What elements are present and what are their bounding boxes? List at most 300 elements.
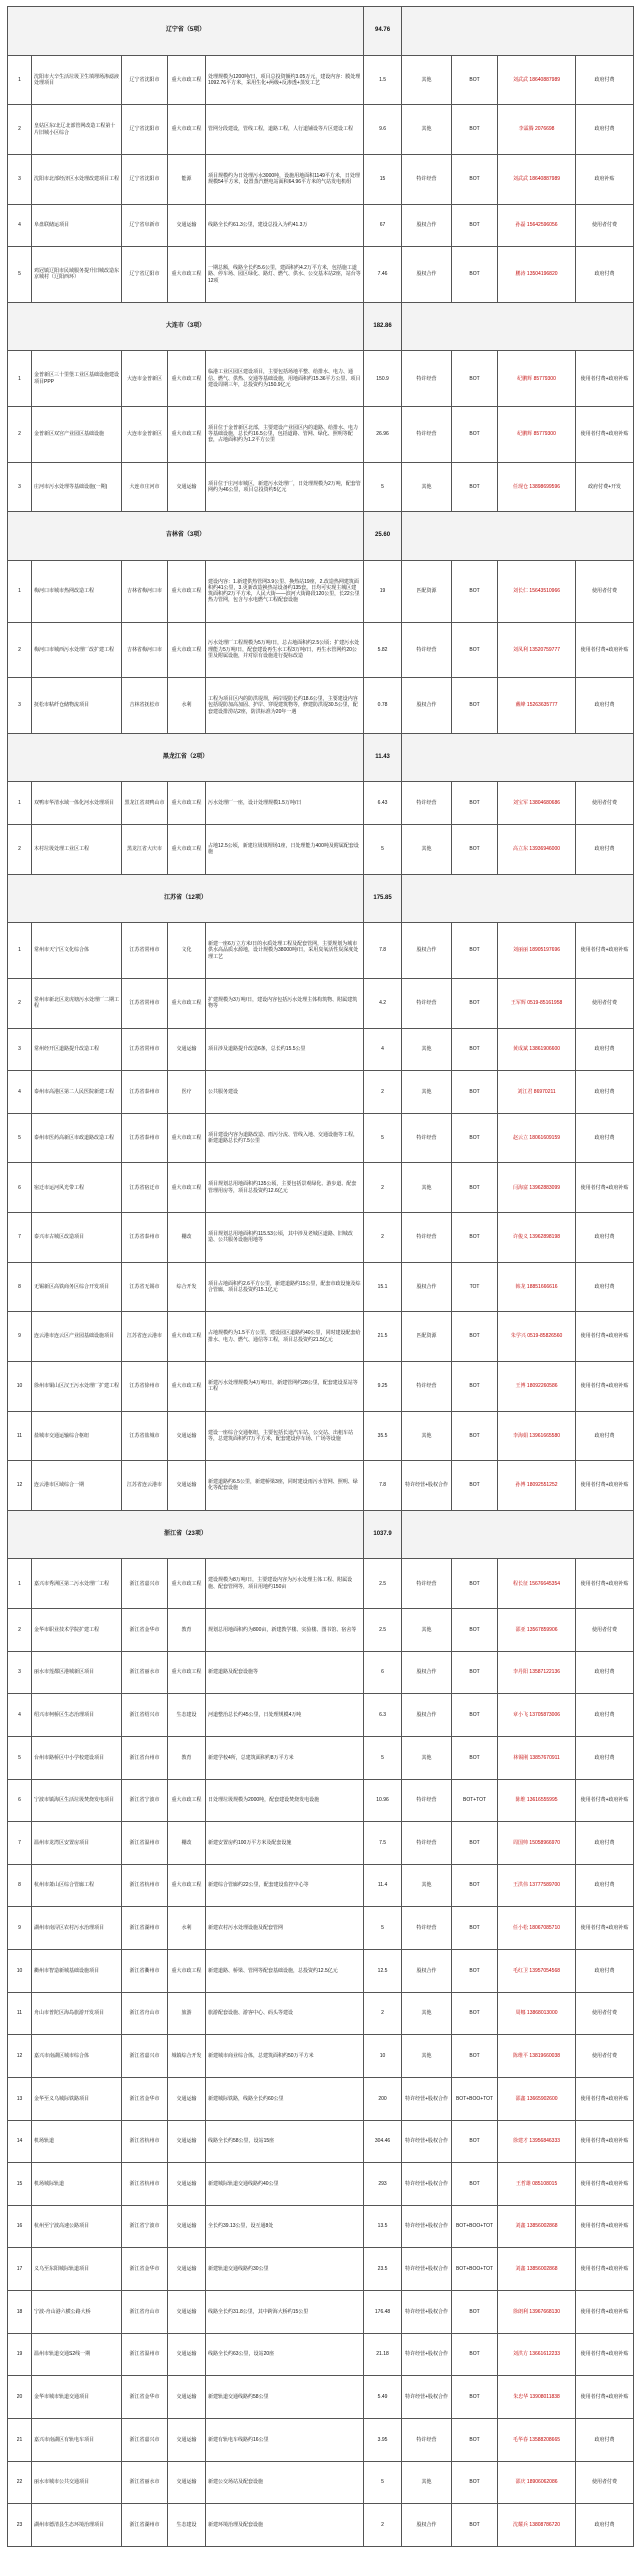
return-mechanism: 政府付费 xyxy=(576,825,634,875)
project-name: 绍兴市柯桥区生态治理项目 xyxy=(32,1694,122,1737)
return-mechanism: 使用者付费+政府补贴 xyxy=(576,2077,634,2120)
cooperation-method: 其他 xyxy=(402,1411,452,1461)
project-content: 建设内容：1.新建供热管网3.9公里、换热站19座，2.改造热网建筑面积约41公里，3.更新改造换热站设备约135套。日均可实现主城区建筑面积约2万平方米，人民大街——滨河大街路段120公里，长22公里热力管网，包含与水电燃气工程配套设施 xyxy=(206,560,364,622)
project-number: 3 xyxy=(8,678,32,734)
project-amount: 21.5 xyxy=(364,1312,402,1362)
project-number: 3 xyxy=(8,154,32,204)
return-mechanism: 政府付费+开发 xyxy=(576,462,634,512)
operation-mode: BOT xyxy=(452,978,498,1028)
project-industry: 重大市政工程 xyxy=(168,247,206,303)
table-row xyxy=(8,1992,634,2035)
project-amount: 7.46 xyxy=(364,247,402,303)
project-name: 抚松市粘纤仓储物流项目 xyxy=(32,678,122,734)
project-name: 舟山市普陀区海岛旅游开发项目 xyxy=(32,1992,122,2035)
operation-mode: BOT xyxy=(452,2035,498,2078)
project-amount: 6.3 xyxy=(364,1694,402,1737)
cooperation-method: 其他 xyxy=(402,1864,452,1907)
project-name: 湖州市德清县生态环境治理项目 xyxy=(32,2504,122,2547)
table-row xyxy=(8,1213,634,1263)
return-mechanism: 使用者付费+政府补贴 xyxy=(576,622,634,678)
cooperation-method: 股权合作 xyxy=(402,678,452,734)
operation-mode: BOT xyxy=(452,1694,498,1737)
project-number: 1 xyxy=(8,1559,32,1609)
project-region: 浙江省温州市 xyxy=(122,2333,168,2376)
project-amount: 304.46 xyxy=(364,2120,402,2163)
project-amount: 67 xyxy=(364,204,402,247)
contact-info: 李丹阳 13587122136 xyxy=(498,1651,576,1694)
contact-info: 邵庆 18906062086 xyxy=(498,2461,576,2504)
cooperation-method: 其他 xyxy=(402,825,452,875)
table-row xyxy=(8,2376,634,2419)
return-mechanism: 使用者付费+政府补贴 xyxy=(576,1312,634,1362)
section-amount: 11.43 xyxy=(364,733,402,782)
project-amount: 4 xyxy=(364,1028,402,1071)
project-region: 浙江省嘉兴市 xyxy=(122,2418,168,2461)
return-mechanism: 使用者付费+政府补贴 xyxy=(576,2248,634,2291)
operation-mode: BOT xyxy=(452,1028,498,1071)
project-amount: 5 xyxy=(364,2461,402,2504)
project-region: 黑龙江省大庆市 xyxy=(122,825,168,875)
project-content: 全长约39.13公里，设互通8处 xyxy=(206,2205,364,2248)
contact-info: 刘鑫 13856002868 xyxy=(498,2248,576,2291)
project-content: 旅游配套设施、游客中心、码头等建设 xyxy=(206,1992,364,2035)
project-region: 浙江省杭州市 xyxy=(122,1864,168,1907)
operation-mode: BOT xyxy=(452,825,498,875)
project-amount: 2 xyxy=(364,1163,402,1213)
section-title: 黑龙江省（2项） xyxy=(8,733,364,782)
table-row xyxy=(8,1411,634,1461)
cooperation-method: 其他 xyxy=(402,2461,452,2504)
project-content: 工程为项目区内的防洪堤坝，两岸堤防长约18.6公里，主要建设内容包括堤防加高加固、护岸、穿堤建筑物等，修建防洪堤30.5公里，配套建设排涝站2座，防洪标准为20年一遇 xyxy=(206,678,364,734)
project-name: 宁波市镇海区生活垃圾焚烧发电项目 xyxy=(32,1779,122,1822)
project-region: 浙江省绍兴市 xyxy=(122,1694,168,1737)
project-amount: 176.48 xyxy=(364,2291,402,2334)
project-amount: 9.25 xyxy=(364,1361,402,1411)
project-content: 污水处理厂一座，设计处理规模1.5万吨/日 xyxy=(206,782,364,825)
project-name: 徐州市铜山区汉王污水处理厂扩建工程 xyxy=(32,1361,122,1411)
table-row xyxy=(8,1461,634,1511)
contact-info: 徐建才 13956846333 xyxy=(498,2120,576,2163)
contact-info: 任现仓 13898699596 xyxy=(498,462,576,512)
project-amount: 15.1 xyxy=(364,1262,402,1312)
section-header-row xyxy=(8,1510,634,1559)
project-number: 2 xyxy=(8,1609,32,1652)
operation-mode: BOT xyxy=(452,1992,498,2035)
return-mechanism: 政府付费 xyxy=(576,1113,634,1163)
project-number: 2 xyxy=(8,105,32,155)
project-industry: 城镇综合开发 xyxy=(168,2035,206,2078)
project-region: 江苏省常州市 xyxy=(122,1028,168,1071)
project-amount: 23.5 xyxy=(364,2248,402,2291)
section-title: 大连市（3项） xyxy=(8,302,364,351)
project-number: 5 xyxy=(8,247,32,303)
project-region: 吉林省梅河口市 xyxy=(122,622,168,678)
project-amount: 5 xyxy=(364,1113,402,1163)
project-region: 辽宁省沈阳市 xyxy=(122,154,168,204)
table-row xyxy=(8,2504,634,2547)
project-number: 6 xyxy=(8,1163,32,1213)
contact-info: 程长征 15676645354 xyxy=(498,1559,576,1609)
project-content: 项目规划总用地面积约115.53公顷，其中涉及老城区道路、旧城改造、公共服务设施用地等 xyxy=(206,1213,364,1263)
project-amount: 7.8 xyxy=(364,1461,402,1511)
project-industry: 棚改 xyxy=(168,1822,206,1865)
project-name: 嘉兴市秀洲区第二污水处理厂工程 xyxy=(32,1559,122,1609)
project-name: 丽水市城市公共交通项目 xyxy=(32,2461,122,2504)
project-content: 新建道路约6.5公里，新建桥梁3座，同时建设雨污水管网、照明、绿化等配套设施 xyxy=(206,1461,364,1511)
project-industry: 交通运输 xyxy=(168,2205,206,2248)
cooperation-method: 其他 xyxy=(402,1992,452,2035)
table-row xyxy=(8,622,634,678)
project-industry: 生态建设 xyxy=(168,2504,206,2547)
contact-info: 邵亚 13567859906 xyxy=(498,1609,576,1652)
cooperation-method: 其他 xyxy=(402,2035,452,2078)
project-number: 15 xyxy=(8,2163,32,2206)
project-amount: 13.5 xyxy=(364,2205,402,2248)
project-name: 连云港市连云区产业园基础设施项目 xyxy=(32,1312,122,1362)
project-content: 项目位于金普新区北部，主要建设产业园区内的道路、给排水、电力等基础设施，总长约16.5公里，包括道路、管网、绿化、照明等配套，占地面积约为1.2平方公里 xyxy=(206,407,364,463)
project-industry: 交通运输 xyxy=(168,2461,206,2504)
project-content: 临港工业区园区建设项目，主要包括场地平整、给排水、电力、通信、燃气、供热、交通等基础设施，用地面积约15.36平方公里、项目建设周期三年，总投资约为150.9亿元 xyxy=(206,351,364,407)
return-mechanism: 使用者付费+政府补贴 xyxy=(576,1779,634,1822)
return-mechanism: 政府付费 xyxy=(576,678,634,734)
return-mechanism: 政府付费 xyxy=(576,1694,634,1737)
operation-mode: TOT xyxy=(452,1262,498,1312)
project-region: 江苏省无锡市 xyxy=(122,1262,168,1312)
cooperation-method: 特许经营 xyxy=(402,1559,452,1609)
project-name: 金普新区双宫产业园区基础设施 xyxy=(32,407,122,463)
project-content: 新建一座6万立方米/日的水质处理工程及配套管网，主要规划为城市供水高品质水源地，设计规模为38000吨/日，采用臭氧活性炭深度处理工艺 xyxy=(206,923,364,979)
project-region: 江苏省徐州市 xyxy=(122,1361,168,1411)
project-industry: 重大市政工程 xyxy=(168,351,206,407)
project-industry: 重大市政工程 xyxy=(168,1312,206,1362)
return-mechanism: 使用者付费 xyxy=(576,204,634,247)
table-row xyxy=(8,2205,634,2248)
project-content: 占地规模约为1.5平方公里，建设园区道路约40公里，同时建设配套给排水、电力、燃气、通信等工程，项目总投资约21.5亿元 xyxy=(206,1312,364,1362)
project-content: 管网分段建设，管线工程，道路工程，人行道铺设等片区建设工程 xyxy=(206,105,364,155)
project-name: 机场城际轨道 xyxy=(32,2163,122,2206)
cooperation-method: 股权合作 xyxy=(402,1694,452,1737)
project-number: 2 xyxy=(8,978,32,1028)
project-industry: 医疗 xyxy=(168,1071,206,1114)
contact-info: 韩龙 18851666616 xyxy=(498,1262,576,1312)
table-row xyxy=(8,1071,634,1114)
operation-mode: BOT xyxy=(452,1461,498,1511)
cooperation-method: 特许经营 xyxy=(402,154,452,204)
contact-info: 孙磊 15642596056 xyxy=(498,204,576,247)
project-number: 1 xyxy=(8,351,32,407)
contact-info: 沈耀兵 13808786720 xyxy=(498,2504,576,2547)
contact-info: 徐朗利 13967668130 xyxy=(498,2291,576,2334)
project-number: 19 xyxy=(8,2333,32,2376)
section-amount: 1037.9 xyxy=(364,1510,402,1559)
project-content: 项目规划总用地面积约135公顷，主要包括景观绿化、游步道、配套管理用房等，项目总投资约12.6亿元 xyxy=(206,1163,364,1213)
project-amount: 26.96 xyxy=(364,407,402,463)
contact-info: 邵鑫 13665902600 xyxy=(498,2077,576,2120)
operation-mode: BOT xyxy=(452,55,498,105)
section-blank xyxy=(402,512,634,561)
operation-mode: BOT xyxy=(452,782,498,825)
section-header-row xyxy=(8,733,634,782)
return-mechanism: 使用者付费 xyxy=(576,782,634,825)
contact-info: 赵云立 18061609159 xyxy=(498,1113,576,1163)
cooperation-method: 特许经营+股权合作 xyxy=(402,2248,452,2291)
cooperation-method: 股权合作 xyxy=(402,1262,452,1312)
contact-info: 朱学兴 0519-85826560 xyxy=(498,1312,576,1362)
contact-info: 黄成斌 13861906600 xyxy=(498,1028,576,1071)
return-mechanism: 政府付费 xyxy=(576,1822,634,1865)
project-content: 线路全长约61.3公里，建设总投入为约41.3万 xyxy=(206,204,364,247)
project-number: 1 xyxy=(8,782,32,825)
project-industry: 交通运输 xyxy=(168,2291,206,2334)
operation-mode: BOT xyxy=(452,622,498,678)
return-mechanism: 使用者付费 xyxy=(576,978,634,1028)
project-name: 丽水市莲都区港城新区项目 xyxy=(32,1651,122,1694)
project-content: 公共服务建设 xyxy=(206,1071,364,1114)
operation-mode: BOT xyxy=(452,1822,498,1865)
project-industry: 交通运输 xyxy=(168,1028,206,1071)
project-amount: 19 xyxy=(364,560,402,622)
return-mechanism: 政府付费 xyxy=(576,1262,634,1312)
section-header-row xyxy=(8,874,634,923)
project-region: 浙江省金华市 xyxy=(122,2376,168,2419)
project-number: 8 xyxy=(8,1262,32,1312)
return-mechanism: 政府付费 xyxy=(576,1028,634,1071)
project-amount: 9.6 xyxy=(364,105,402,155)
operation-mode: BOT+BOO+TOT xyxy=(452,2077,498,2120)
operation-mode: BOT xyxy=(452,1609,498,1652)
project-number: 5 xyxy=(8,1736,32,1779)
contact-info: 戴峰 15263635777 xyxy=(498,678,576,734)
project-region: 江苏省常州市 xyxy=(122,923,168,979)
project-content: 新建公交场站及配套设施 xyxy=(206,2461,364,2504)
project-name: 盐城市交通运输综合枢纽 xyxy=(32,1411,122,1461)
operation-mode: BOT xyxy=(452,351,498,407)
project-number: 22 xyxy=(8,2461,32,2504)
contact-info: 鹏涛 13504196820 xyxy=(498,247,576,303)
operation-mode: BOT xyxy=(452,2120,498,2163)
project-region: 浙江省宁波市 xyxy=(122,1779,168,1822)
project-industry: 重大市政工程 xyxy=(168,1559,206,1609)
project-number: 18 xyxy=(8,2291,32,2334)
project-industry: 交通运输 xyxy=(168,2376,206,2419)
project-table-body xyxy=(8,7,634,2547)
return-mechanism: 使用者付费+政府补贴 xyxy=(576,2120,634,2163)
contact-info: 林锡刚 13857670911 xyxy=(498,1736,576,1779)
project-region: 浙江省金华市 xyxy=(122,2077,168,2120)
project-content: 建设一座综合交通枢纽，主要包括长途汽车站、公交站、出租车站等，总建筑面积约7万平方米，配套建设停车场、广场等设施 xyxy=(206,1411,364,1461)
project-name: 金华市城市轨道交通项目 xyxy=(32,2376,122,2419)
project-number: 6 xyxy=(8,1779,32,1822)
project-number: 3 xyxy=(8,1028,32,1071)
operation-mode: BOT xyxy=(452,1950,498,1993)
project-name: 嘉兴市南湖区有轨电车项目 xyxy=(32,2418,122,2461)
contact-info: 毛红卫 13957054568 xyxy=(498,1950,576,1993)
table-row xyxy=(8,1907,634,1950)
table-row xyxy=(8,55,634,105)
project-content: 项目涉及道路提升改造6条，总长约15.5公里 xyxy=(206,1028,364,1071)
contact-info: 刘武武 18640887989 xyxy=(498,55,576,105)
project-number: 21 xyxy=(8,2418,32,2461)
project-content: 线路全长约63公里，设站20座 xyxy=(206,2333,364,2376)
project-region: 辽宁省阜新市 xyxy=(122,204,168,247)
project-amount: 2 xyxy=(364,1213,402,1263)
project-amount: 12.5 xyxy=(364,1950,402,1993)
contact-info: 王军辉 0519-85161958 xyxy=(498,978,576,1028)
return-mechanism: 使用者付费+政府补贴 xyxy=(576,2333,634,2376)
table-row xyxy=(8,1736,634,1779)
project-industry: 交通运输 xyxy=(168,2163,206,2206)
table-row xyxy=(8,1361,634,1411)
project-region: 吉林省抚松市 xyxy=(122,678,168,734)
return-mechanism: 使用者付费+政府补贴 xyxy=(576,1559,634,1609)
section-title: 浙江省（23项） xyxy=(8,1510,364,1559)
contact-info: 刘武武 18640887989 xyxy=(498,154,576,204)
cooperation-method: 特许经营+股权合作 xyxy=(402,2077,452,2120)
section-amount: 94.76 xyxy=(364,7,402,56)
project-industry: 重大市政工程 xyxy=(168,825,206,875)
cooperation-method: 特许经营 xyxy=(402,1822,452,1865)
project-name: 木村垃圾处理工业区工程 xyxy=(32,825,122,875)
section-blank xyxy=(402,302,634,351)
cooperation-method: 特许经营+股权合作 xyxy=(402,1461,452,1511)
section-header-row xyxy=(8,512,634,561)
project-number: 20 xyxy=(8,2376,32,2419)
project-name: 沈阳市北部经济区水处理改建项目工程 xyxy=(32,154,122,204)
project-content: 新建轨道交通线路约30公里 xyxy=(206,2248,364,2291)
cooperation-method: 特许经营 xyxy=(402,1113,452,1163)
project-region: 江苏省宿迁市 xyxy=(122,1163,168,1213)
project-list-document xyxy=(7,6,633,2547)
project-region: 浙江省湖州市 xyxy=(122,1907,168,1950)
return-mechanism: 使用者付费 xyxy=(576,1609,634,1652)
project-name: 湖州市南浔区农村污水治理项目 xyxy=(32,1907,122,1950)
project-industry: 交通运输 xyxy=(168,2120,206,2163)
section-title: 吉林省（3项） xyxy=(8,512,364,561)
project-amount: 5 xyxy=(364,1907,402,1950)
project-region: 江苏省连云港市 xyxy=(122,1461,168,1511)
project-content: 新建道路、桥梁、管网等配套基础设施，总投资约12.5亿元 xyxy=(206,1950,364,1993)
return-mechanism: 使用者付费+政府补贴 xyxy=(576,2376,634,2419)
project-amount: 200 xyxy=(364,2077,402,2120)
project-table xyxy=(7,6,634,2547)
project-number: 14 xyxy=(8,2120,32,2163)
project-industry: 重大市政工程 xyxy=(168,1651,206,1694)
project-content: 线路全长约58公里，设站15座 xyxy=(206,2120,364,2163)
return-mechanism: 政府补贴 xyxy=(576,154,634,204)
contact-info: 王哲雄 085108015 xyxy=(498,2163,576,2206)
table-row xyxy=(8,204,634,247)
project-number: 9 xyxy=(8,1312,32,1362)
project-region: 江苏省常州市 xyxy=(122,978,168,1028)
operation-mode: BOT xyxy=(452,560,498,622)
cooperation-method: 特许经营 xyxy=(402,1213,452,1263)
cooperation-method: 其他 xyxy=(402,1071,452,1114)
cooperation-method: 其他 xyxy=(402,55,452,105)
cooperation-method: 特许经营 xyxy=(402,1361,452,1411)
project-number: 11 xyxy=(8,1411,32,1461)
section-blank xyxy=(402,1510,634,1559)
project-content: 新建农村污水处理设施及配套管网 xyxy=(206,1907,364,1950)
table-row xyxy=(8,1163,634,1213)
cooperation-method: 特许经营+股权合作 xyxy=(402,2163,452,2206)
project-name: 泰州市医药高新区市政道路改造工程 xyxy=(32,1113,122,1163)
return-mechanism: 政府付费 xyxy=(576,1950,634,1993)
project-amount: 10.96 xyxy=(364,1779,402,1822)
project-content: 建设规模为8万吨/日，主要建设内容为污水处理主体工程、附属设施、配套管网等，项目用地约150亩 xyxy=(206,1559,364,1609)
project-number: 2 xyxy=(8,407,32,463)
operation-mode: BOT xyxy=(452,154,498,204)
project-name: 宁波-舟山港六横公路大桥 xyxy=(32,2291,122,2334)
project-industry: 重大市政工程 xyxy=(168,1779,206,1822)
operation-mode: BOT xyxy=(452,1736,498,1779)
operation-mode: BOT xyxy=(452,1411,498,1461)
cooperation-method: 特许经营 xyxy=(402,1779,452,1822)
project-region: 浙江省温州市 xyxy=(122,1822,168,1865)
project-industry: 重大市政工程 xyxy=(168,1361,206,1411)
operation-mode: BOT xyxy=(452,1163,498,1213)
contact-info: 李霖腾 2076698 xyxy=(498,105,576,155)
project-name: 杭州至宁波高速公路项目 xyxy=(32,2205,122,2248)
project-name: 金华市职业技术学院扩建工程 xyxy=(32,1609,122,1652)
section-amount: 25.60 xyxy=(364,512,402,561)
project-region: 江苏省泰州市 xyxy=(122,1071,168,1114)
project-content: 新建安置房约100万平方米及配套设施 xyxy=(206,1822,364,1865)
project-industry: 重大市政工程 xyxy=(168,1113,206,1163)
project-content: 新建环境治理及配套设施 xyxy=(206,2504,364,2547)
table-row xyxy=(8,407,634,463)
project-industry: 文化 xyxy=(168,923,206,979)
contact-info: 刘宝军 13804680686 xyxy=(498,782,576,825)
project-industry: 交通运输 xyxy=(168,2333,206,2376)
return-mechanism: 使用者付费 xyxy=(576,560,634,622)
project-name: 温州市轨道交通S2线一期 xyxy=(32,2333,122,2376)
table-row xyxy=(8,1864,634,1907)
project-number: 4 xyxy=(8,1694,32,1737)
project-amount: 2 xyxy=(364,1992,402,2035)
project-name: 泰州市高港区第二人民医院新建工程 xyxy=(32,1071,122,1114)
operation-mode: BOT xyxy=(452,2461,498,2504)
operation-mode: BOT xyxy=(452,1312,498,1362)
operation-mode: BOT xyxy=(452,462,498,512)
project-amount: 5.49 xyxy=(364,2376,402,2419)
table-row xyxy=(8,2418,634,2461)
cooperation-method: 特许经营+股权合作 xyxy=(402,2205,452,2248)
contact-info: 陈维平 13819660038 xyxy=(498,2035,576,2078)
project-number: 10 xyxy=(8,1950,32,1993)
project-region: 江苏省泰州市 xyxy=(122,1113,168,1163)
table-row xyxy=(8,2077,634,2120)
project-content: 新建城际铁路，线路全长约60公里 xyxy=(206,2077,364,2120)
return-mechanism: 政府付费 xyxy=(576,1213,634,1263)
project-industry: 重大市政工程 xyxy=(168,1163,206,1213)
table-row xyxy=(8,978,634,1028)
cooperation-method: 匹配资源 xyxy=(402,560,452,622)
cooperation-method: 特许经营+股权合作 xyxy=(402,2376,452,2419)
operation-mode: BOT xyxy=(452,2504,498,2547)
project-region: 浙江省湖州市 xyxy=(122,2504,168,2547)
contact-info: 周娜 13868013000 xyxy=(498,1992,576,2035)
project-industry: 棚改 xyxy=(168,1213,206,1263)
cooperation-method: 其他 xyxy=(402,1028,452,1071)
project-name: 温州市龙湾区安置房项目 xyxy=(32,1822,122,1865)
project-name: 无锡新区高铁商务区综合开发项目 xyxy=(32,1262,122,1312)
project-content: 项目位于庄河市城区，新建污水处理厂，日处理规模为2万吨，配套管网约为46公里，项目总投资约5亿元 xyxy=(206,462,364,512)
project-content: 日处理垃圾规模为2000吨，配套建设焚烧发电设施 xyxy=(206,1779,364,1822)
return-mechanism: 政府付费 xyxy=(576,1864,634,1907)
return-mechanism: 使用者付费+政府补贴 xyxy=(576,407,634,463)
return-mechanism: 政府付费 xyxy=(576,55,634,105)
project-name: 嘉兴市南湖区城市综合体 xyxy=(32,2035,122,2078)
